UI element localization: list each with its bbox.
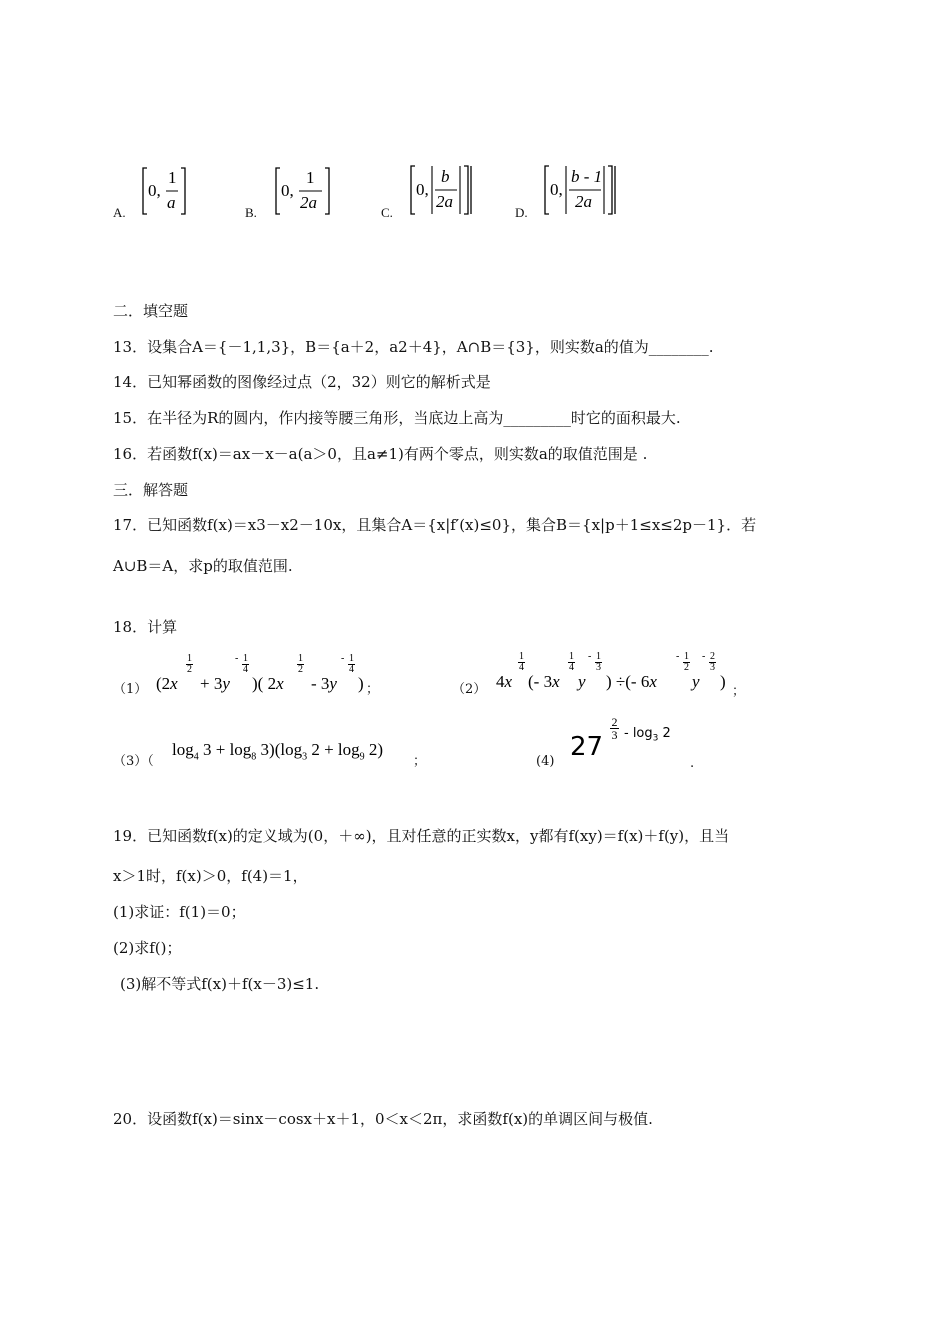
q18-part-2-label: （2） [452,682,487,697]
q18-part-3-semicolon: ； [413,754,427,769]
q18-part-4-formula: 27 2 3 - $\log_3 2$ [570,715,671,762]
question-19-part-3: (3)解不等式f(x)＋f(x－3)≤1. [120,975,320,993]
question-18: 18．计算 [113,618,178,636]
question-19-line-2: x＞1时，f(x)＞0，f(4)＝1， [113,867,308,885]
option-c-formula: 0, b 2a [408,160,474,220]
section-3-heading: 三．解答题 [113,481,189,499]
q18-part-1-formula: (2x 1 2 + 3y - 1 4 )( 2x 1 2 - 3y - 1 4 ) [156,653,364,693]
option-d-label: D. [515,205,528,220]
q18-part-2-formula: 4x 1 4 (- 3x 1 4 y - 1 3 ) ÷(- 6x - 1 2 y - 2 3 ) [496,651,726,691]
question-17-line-2: A∪B＝A，求p的取值范围. [113,557,293,575]
question-16: 16．若函数f(x)＝ax－x－a(a＞0，且a≠1)有两个零点，则实数a的取值范围是 . [113,445,648,463]
option-b-label: B. [245,205,257,220]
question-14: 14．已知幂函数的图像经过点（2，32）则它的解析式是 [113,373,491,391]
question-19-part-2: (2)求f()； [113,939,182,957]
option-d-formula: 0, b - 1 2a [542,160,618,220]
q18-part-2-semicolon: ； [732,684,746,699]
section-2-heading: 二．填空题 [113,302,189,320]
question-17-line-1: 17．已知函数f(x)＝x3－x2－10x，且集合A＝{x|f′(x)≤0}，集合B＝{x|p＋1≤x≤2p－1}．若 [113,516,757,534]
option-c-label: C. [381,205,393,220]
q18-part-4-label: (4) [536,754,555,769]
q18-part-4-dot: . [690,756,695,771]
question-13: 13．设集合A＝{－1,1,3}，B＝{a＋2，a2＋4}，A∩B＝{3}，则实数a的值为________. [113,338,714,356]
option-b-formula: 0, 1 2a [273,162,333,220]
question-15: 15．在半径为R的圆内，作内接等腰三角形，当底边上高为_________时它的面积最大. [113,409,681,427]
q18-part-1-label: （1） [113,682,148,697]
q18-part-3-label: （3）（ [113,754,154,769]
option-a-formula: 0, 1 a [140,162,188,220]
question-19-line-1: 19．已知函数f(x)的定义域为(0，＋∞)，且对任意的正实数x，y都有f(xy)＝f(x)＋f(y)，且当 [113,827,730,845]
option-a-label: A. [113,205,126,220]
q18-part-3-formula: $\log_4 3 + \log_8 3)(\log_3$ $2 + \log_9 2$) [172,740,384,763]
question-19-part-1: (1)求证：f(1)＝0； [113,903,246,921]
q18-part-1-semicolon: ； [366,682,380,697]
question-20: 20．设函数f(x)＝sinx－cosx＋x＋1，0＜x＜2π，求函数f(x)的单调区间与极值. [113,1110,653,1128]
